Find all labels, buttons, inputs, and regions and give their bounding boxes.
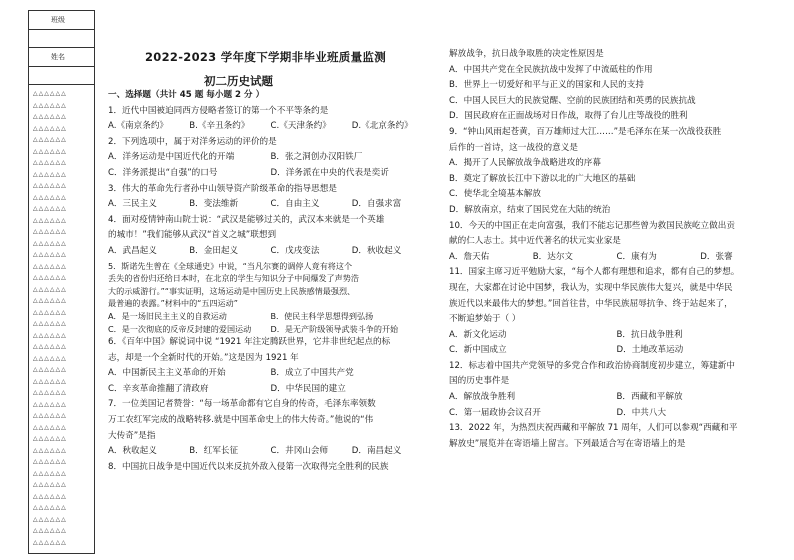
option: A．秋收起义 <box>108 446 157 457</box>
option-row <box>449 328 784 344</box>
question-text: 10．今天的中国正在走向富强，我们不能忘记那些曾为救国民族屹立做出贡 <box>449 220 735 231</box>
option: C．新中国成立 <box>449 345 507 356</box>
option: B．使民主科学思想得到弘扬 <box>270 310 374 321</box>
option: D．张謇 <box>700 251 733 262</box>
question-text: 11．国家主席习近平勉励大家，“每个人都有理想和追求，都有自己的梦想。 <box>449 267 740 278</box>
class-blank <box>29 30 94 48</box>
question-text: 解放史”展览并在寄语墙上留言。下列最适合写在寄语墙上的是 <box>449 438 686 449</box>
question-text: 4．面对疫情钟南山院士说：“武汉是能够过关的，武汉本来就是一个英雄 <box>108 214 385 225</box>
option: B．张之洞创办汉阳铁厂 <box>270 152 363 163</box>
question-text: 解放战争，抗日战争取胜的决定性原因是 <box>449 49 604 59</box>
option: C．康有为 <box>616 251 657 262</box>
exam-title: 2022-2023 学年度下学期非毕业班质量监测 <box>145 50 386 64</box>
option-row <box>108 444 433 460</box>
triangle-pattern: △△△△△△ △△△△△△ △△△△△△ △△△△△△ △△△△△△ △△△△△△ △△△△△△ △△△△△△ △△△△△△ △△△△△△ △△△△△△ △△△△△△ △△△△△△ △△△△△△ △△△△△△ △△△△△△ △△△△△△ △△△△△△ △△△△△△ △△△△△△ △△△△△△ △△△△△△ △△△△△△ △△△△△△ △△△△△△ △△△△△△ △△△△△△ △△△△△△ △△△△△△ △△△△△△ △△△△△△ △△△△△△ △△△△△△ △△△△△△ △△△△△△ △△△△△△ △△△△△△ △△△△△△ △△△△△△ △△△△△△ <box>33 90 67 546</box>
exam-subtitle: 初二历史试题 <box>204 74 273 88</box>
class-label: 班级 <box>29 11 94 30</box>
option: D．国民政府在正面战场对日作战，取得了台儿庄等战役的胜利 <box>449 111 688 122</box>
option: A．解放战争胜利 <box>449 392 516 403</box>
option: C．井冈山会师 <box>270 446 329 457</box>
option: D．自强求富 <box>351 199 402 210</box>
left-column <box>108 88 433 475</box>
question-text: 国的历史事件是 <box>449 376 510 387</box>
option-row <box>108 150 433 166</box>
option-row <box>108 382 433 398</box>
option: C．使华北全境基本解放 <box>449 189 541 200</box>
option: C．是一次彻底的反帝反封建的爱国运动 <box>108 323 252 334</box>
option-row <box>449 390 784 406</box>
question-text: 12．标志着中国共产党领导的多党合作和政治协商制度初步建立，筹建新中 <box>449 360 735 371</box>
option: D．中共八大 <box>616 407 667 418</box>
option-row <box>449 250 784 266</box>
question-text: 1．近代中国被迫同西方侵略者签订的第一个不平等条约是 <box>108 105 329 116</box>
option: C．辛亥革命推翻了清政府 <box>108 383 209 394</box>
question-text: 8．中国抗日战争是中国近代以来反抗外敌入侵第一次取得完全胜利的民族 <box>108 461 389 472</box>
option-row <box>449 406 784 422</box>
option-row <box>108 366 433 382</box>
option: B.《辛丑条约》 <box>189 121 250 132</box>
option: D．解放南京，结束了国民党在大陆的统治 <box>449 204 611 215</box>
option-row <box>108 197 433 213</box>
section-heading: 一、选择题（共计 45 题 每小题 2 分 ） <box>108 90 265 100</box>
option: C．自由主义 <box>270 199 320 210</box>
option: C．中国人民巨大的民族觉醒、空前的民族团结和英勇的民族抗战 <box>449 95 696 106</box>
question-text: 7．一位美国记者赞誉：“每一场革命都有它自身的传奇，毛泽东率领数 <box>108 399 376 410</box>
option: C．戊戌变法 <box>270 245 320 256</box>
question-text: 万工农红军完成的战略转移.就是中国革命史上的伟大传奇。”他说的“伟 <box>108 415 374 426</box>
option: B．世界上一切爱好和平与正义的国家和人民的支持 <box>449 80 644 91</box>
question-text: 13．2022 年，为热烈庆祝西藏和平解放 71 周年，人们可以参观“西藏和平 <box>449 423 738 434</box>
option: B．抗日战争胜利 <box>616 329 683 340</box>
question-text: 大的示威游行。”“事实证明，这场运动是中国历史上民族感情最强烈、 <box>108 285 356 296</box>
option: C．洋务派提出“自强”的口号 <box>108 167 218 178</box>
option: D．南昌起义 <box>351 446 402 457</box>
option: A．新文化运动 <box>449 329 507 340</box>
question-text: 后作的一首诗，这一战役的意义是 <box>449 142 578 153</box>
option: B．奠定了解放长江中下游以北的广大地区的基础 <box>449 173 636 184</box>
name-label: 姓名 <box>29 48 94 67</box>
option: D．是无产阶级领导武装斗争的开始 <box>270 323 399 334</box>
question-text: 3．伟大的革命先行者孙中山领导资产阶级革命的指导思想是 <box>108 183 337 194</box>
option: A．中国共产党在全民族抗战中发挥了中流砥柱的作用 <box>449 64 653 75</box>
question-text: 大传奇”是指 <box>108 430 156 441</box>
option: D．秋收起义 <box>351 245 402 256</box>
question-text: 现在，大家都在讨论中国梦，我认为，实现中华民族伟大复兴，就是中华民 <box>449 282 733 293</box>
option: A．是一场旧民主主义的自救运动 <box>108 310 227 321</box>
question-text: 志，却是一个全新时代的开始。”这是因为 1921 年 <box>108 352 299 363</box>
option-row <box>108 323 433 336</box>
option: D．中华民国的建立 <box>270 383 346 394</box>
option-row <box>108 119 433 135</box>
question-text: 5．斯诺先生曾在《全球通史》中说，“当凡尔赛的调停人竟有将这个 <box>108 260 353 271</box>
option-row <box>449 343 784 359</box>
option: A．武昌起义 <box>108 245 157 256</box>
option: A．揭开了人民解放战争战略进攻的序幕 <box>449 158 601 169</box>
option-row <box>108 310 433 323</box>
question-text: 丢失的省份归还给日本时，在北京的学生与知识分子中间爆发了声势浩 <box>108 273 359 284</box>
option: B．成立了中国共产党 <box>270 368 354 379</box>
question-text: 献的仁人志士。其中近代著名的状元实业家是 <box>449 236 621 247</box>
binding-strip <box>28 10 95 554</box>
option: B．西藏和平解放 <box>616 392 683 403</box>
option: C.《天津条约》 <box>270 121 331 132</box>
question-text: 2．下列选项中，属于对洋务运动的评价的是 <box>108 136 277 147</box>
option: B．红军长征 <box>189 446 239 457</box>
option: A．洋务运动是中国近代化的开端 <box>108 152 235 163</box>
question-text: 9．“钟山风雨起苍黄，百万雄师过大江……”是毛泽东在某一次战役获胜 <box>449 126 722 137</box>
option: B．金田起义 <box>189 245 239 256</box>
question-text: 最普遍的表露。”材料中的“五四运动” <box>108 298 238 309</box>
right-column <box>449 47 784 452</box>
option: C．第一届政协会议召开 <box>449 407 541 418</box>
option: A．詹天佑 <box>449 251 490 262</box>
question-text: 不断追梦始于（ ） <box>449 314 521 325</box>
option-row <box>108 244 433 260</box>
name-blank <box>29 67 94 85</box>
option: D.《北京条约》 <box>351 121 413 132</box>
question-text: 6．《百年中国》解说词中说 “1921 年注定腾跃世界，它井非世纪起点的标 <box>108 337 391 348</box>
option: A.《南京条约》 <box>108 121 169 132</box>
option: D．洋务派在中央的代表是奕䜣 <box>270 167 389 178</box>
option: A．中国新民主主义革命的开始 <box>108 368 226 379</box>
question-text: 的城市！”我们能够从武汉“首义之城”联想到 <box>108 230 277 241</box>
option: A．三民主义 <box>108 199 157 210</box>
option: B．达尔文 <box>532 251 574 262</box>
option: B．变法维新 <box>189 199 239 210</box>
question-text: 族近代以来最伟大的梦想。”回首往昔，中华民族屈辱抗争、终于站起来了， <box>449 298 733 309</box>
option-row <box>108 166 433 182</box>
option: D．土地改革运动 <box>616 345 684 356</box>
